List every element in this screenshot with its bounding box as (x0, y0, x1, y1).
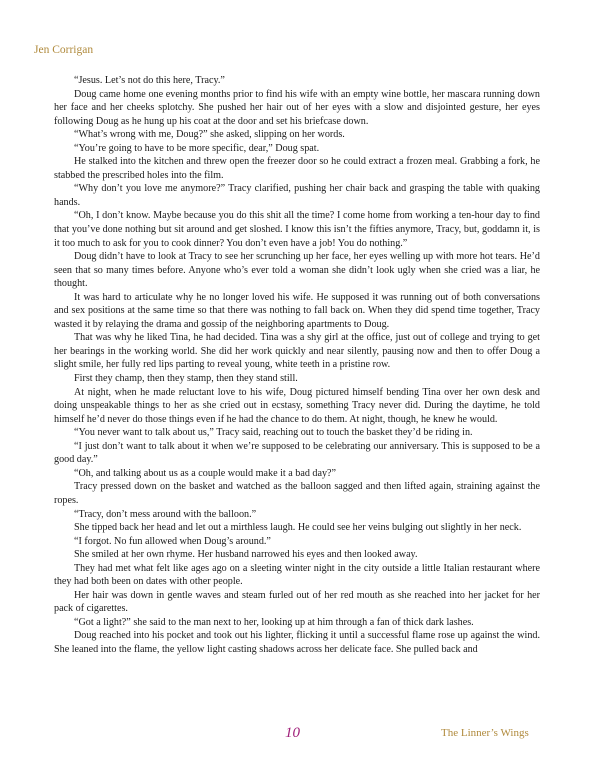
paragraph: “I forgot. No fun allowed when Doug’s around.” (74, 535, 271, 547)
paragraph: Her hair was down in gentle waves and steam furled out of her red mouth as she reached into her jacket for her pack of cigarettes. (54, 589, 540, 615)
page-number: 10 (285, 725, 300, 741)
paragraph: That was why he liked Tina, he had decided. Tina was a shy girl at the office, just out of college and trying to get her bearings in the working world. She did her work quickly and near silently, pausing now and then to offer Doug a slight smile, her fully red lips parting to reveal young, white teeth in a pristine row. (54, 332, 540, 371)
paragraph: “Tracy, don’t mess around with the balloon.” (74, 508, 257, 520)
paragraph: “Got a light?” she said to the man next to her, looking up at him through a fan of thick dark lashes. (74, 616, 474, 628)
paragraph: They had met what felt like ages ago on a sleeting winter night in the city outside a little Italian restaurant where they had both been on dates with other people. (54, 562, 540, 588)
paragraph: Doug reached into his pocket and took out his lighter, flicking it until a successful flame rose up against the wind. She leaned into the flame, the yellow light casting shadows across her delicate face. She pulled back and (54, 630, 540, 655)
paragraph: She tipped back her head and let out a mirthless laugh. He could see her veins bulging out slightly in her neck. (74, 522, 522, 534)
paragraph: She smiled at her own rhyme. Her husband narrowed his eyes and then looked away. (74, 549, 418, 561)
paragraph: “Jesus. Let’s not do this here, Tracy.” (74, 75, 225, 86)
paragraph: Doug came home one evening months prior to find his wife with an empty wine bottle, her mascara running down her face and her cheeks splotchy. She pushed her hair out of her eyes with a slow and disjointed gesture, her eyes following Doug as he hung up his coat at the door and set his briefcase down. (54, 88, 540, 127)
paragraph: “You never want to talk about us,” Tracy said, reaching out to touch the basket they’d be riding in. (74, 427, 473, 439)
paragraph: “I just don’t want to talk about it when we’re supposed to be celebrating our anniversary. This is supposed to be a good day.” (54, 440, 540, 466)
paragraph: He stalked into the kitchen and threw open the freezer door so he could extract a frozen meal. Grabbing a fork, he stabbed the prescribed holes into the film. (54, 156, 540, 181)
paragraph: “What’s wrong with me, Doug?” she asked, slipping on her words. (74, 129, 345, 141)
paragraph: “You’re going to have to be more specific, dear,” Doug spat. (74, 142, 320, 154)
running-header-author: Jen Corrigan (34, 44, 94, 56)
paragraph: It was hard to articulate why he no longer loved his wife. He supposed it was running out of both conversations and sex positions at the same time so that there was nothing to fall back on. When they did spend time together, Tracy wasted it by relaying the drama and gossip of the neighboring apartments to Doug. (54, 291, 540, 330)
paragraph: Doug didn’t have to look at Tracy to see her scrunching up her face, her eyes welling up with more hot tears. He’d seen that so many times before. Anyone who’s ever told a woman she didn’t look ugly when she cried was a liar, he thought. (54, 251, 540, 290)
body-text (54, 74, 540, 657)
paragraph: At night, when he made reluctant love to his wife, Doug pictured himself bending Tina over her own desk and doing unspeakable things to her as she cried out in ecstasy, something Tracy never did. During the daytime, he told himself he’d never do those things even if he had the chance to do them. At night, though, he knew he would. (54, 386, 540, 425)
paragraph: “Oh, and talking about us as a couple would make it a bad day?” (74, 467, 337, 479)
running-footer-title: The Linner’s Wings (441, 727, 529, 739)
paragraph: Tracy pressed down on the basket and watched as the balloon sagged and then lifted again, straining against the ropes. (54, 481, 540, 506)
paragraph: “Why don’t you love me anymore?” Tracy clarified, pushing her chair back and grasping the table with quaking hands. (54, 183, 540, 208)
paragraph: First they champ, then they stamp, then they stand still. (74, 373, 298, 385)
paragraph: “Oh, I don’t know. Maybe because you do this shit all the time? I come home from working a ten-hour day to find that you’ve done nothing but sit around and get sloshed. I know this isn’t the fifties anymore, Tracy, but, goddamn it, is it too much to ask for you to cook dinner? You don’t even have a job! You do nothing.” (54, 210, 540, 249)
